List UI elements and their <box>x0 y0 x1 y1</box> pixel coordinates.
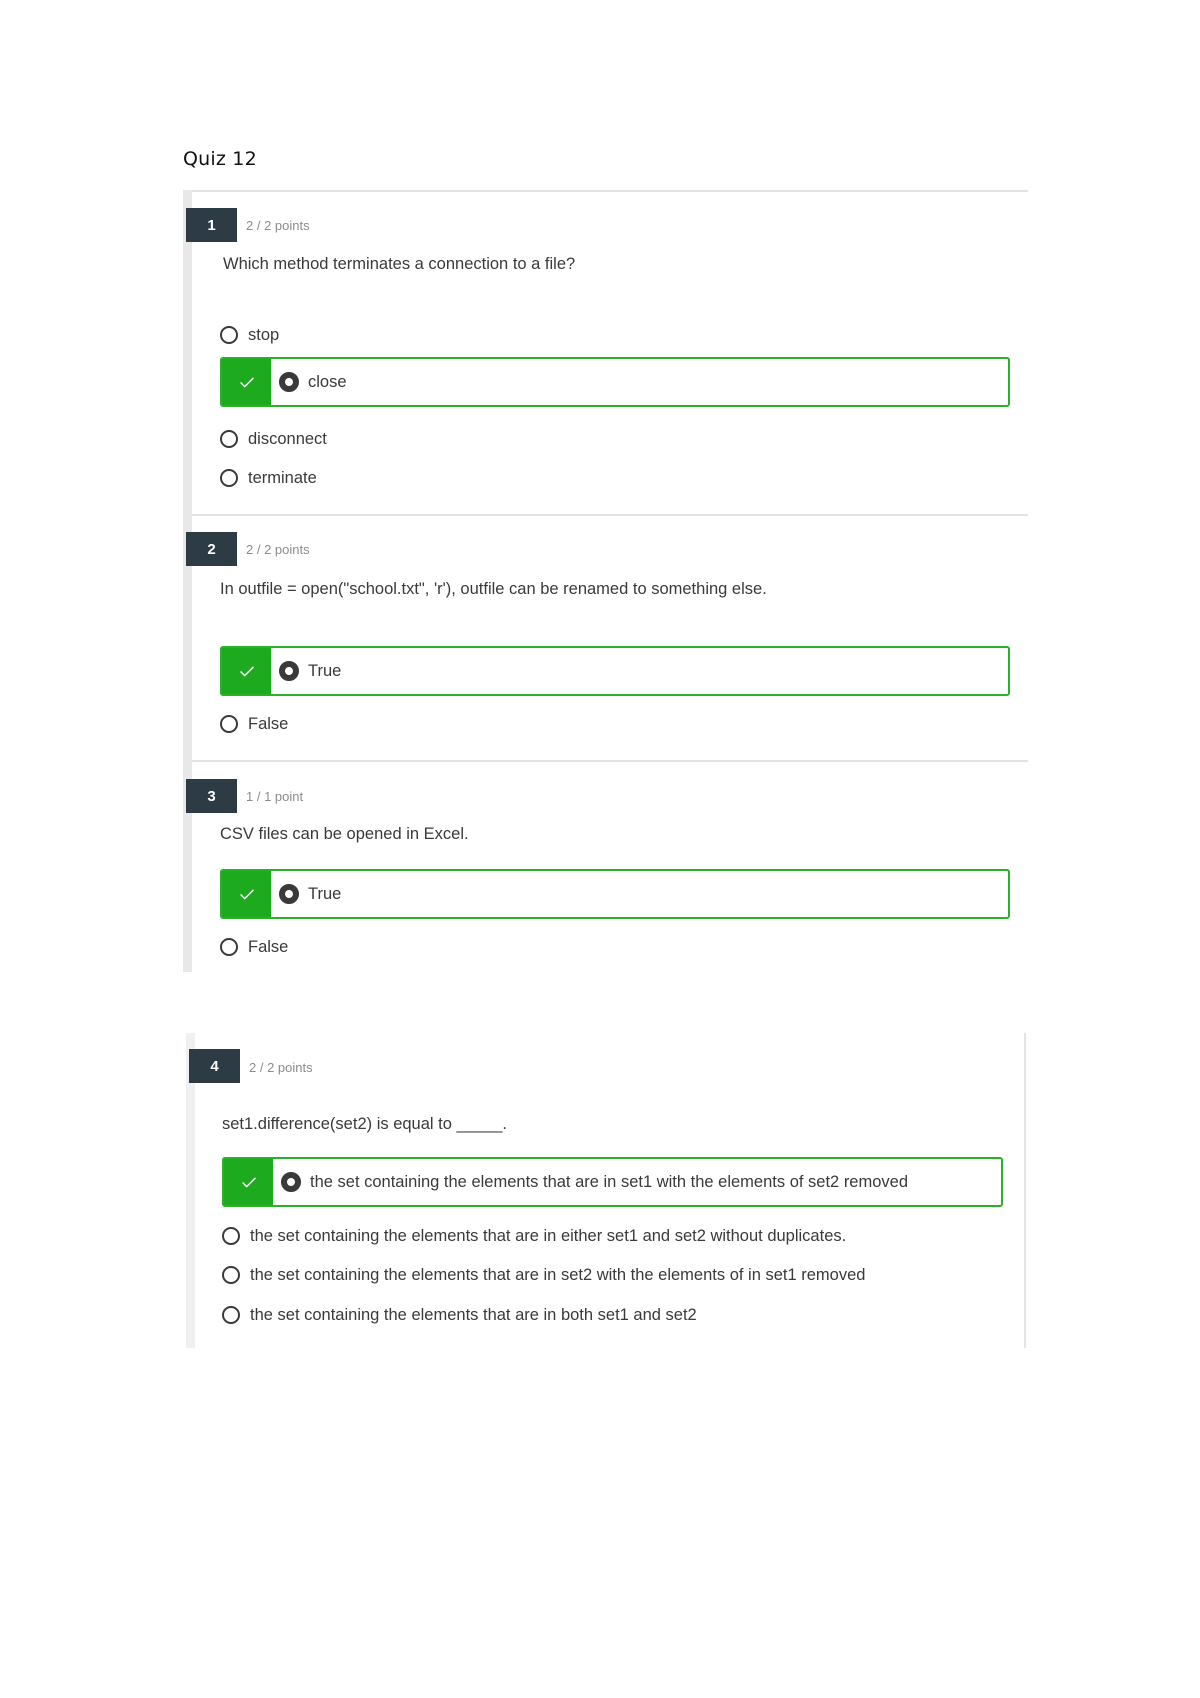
answer-option[interactable] <box>220 322 279 348</box>
document-title: Quiz 12 <box>183 148 257 170</box>
radio-selected-icon[interactable] <box>281 1172 301 1192</box>
answer-option-label: the set containing the elements that are in set2 with the elements of in set1 removed <box>250 1265 866 1284</box>
checkmark-icon <box>222 359 271 405</box>
answer-option-label: terminate <box>248 468 317 487</box>
radio-icon[interactable] <box>222 1306 240 1324</box>
radio-selected-icon[interactable] <box>279 661 299 681</box>
correct-answer-option[interactable] <box>220 357 1010 407</box>
answer-option[interactable] <box>222 1262 865 1288</box>
answer-option[interactable] <box>222 1302 697 1328</box>
answer-option[interactable] <box>220 465 317 491</box>
question-text: Which method terminates a connection to a file? <box>223 255 576 273</box>
quiz-screenshot-1 <box>183 190 1028 972</box>
quiz-screenshot-2 <box>186 1033 1026 1348</box>
radio-icon[interactable] <box>220 938 238 956</box>
question-number-badge: 1 <box>186 208 237 242</box>
answer-option[interactable] <box>220 711 288 737</box>
answer-option-label: close <box>308 372 347 391</box>
radio-selected-icon[interactable] <box>279 372 299 392</box>
question-divider <box>192 514 1028 516</box>
question-number-badge: 2 <box>186 532 237 566</box>
question-points: 1 / 1 point <box>246 789 304 804</box>
radio-icon[interactable] <box>220 715 238 733</box>
answer-option-label: stop <box>248 325 280 344</box>
answer-option-label: the set containing the elements that are in set1 with the elements of set2 removed <box>310 1172 909 1191</box>
checkmark-icon <box>222 871 271 917</box>
answer-option-label: disconnect <box>248 429 327 448</box>
checkmark-icon <box>224 1159 273 1205</box>
question-divider <box>192 760 1028 762</box>
answer-option[interactable] <box>222 1223 846 1249</box>
correct-answer-option[interactable] <box>222 1157 1003 1207</box>
answer-option-label: False <box>248 937 289 956</box>
answer-option-label: True <box>308 661 342 680</box>
question-points: 2 / 2 points <box>249 1060 313 1075</box>
question-text: set1.difference(set2) is equal to _____. <box>222 1115 507 1133</box>
question-number-badge: 3 <box>186 779 237 813</box>
radio-icon[interactable] <box>222 1227 240 1245</box>
question-number-badge: 4 <box>189 1049 240 1083</box>
answer-option[interactable] <box>220 426 327 452</box>
question-points: 2 / 2 points <box>246 542 310 557</box>
radio-icon[interactable] <box>220 326 238 344</box>
left-rule <box>183 190 192 972</box>
radio-icon[interactable] <box>220 469 238 487</box>
answer-option-label: the set containing the elements that are in either set1 and set2 without duplicates. <box>250 1226 847 1245</box>
question-text: In outfile = open("school.txt", 'r'), outfile can be renamed to something else. <box>220 580 767 598</box>
answer-option[interactable] <box>220 934 288 960</box>
top-divider <box>192 190 1028 192</box>
answer-option-label: True <box>308 884 342 903</box>
checkmark-icon <box>222 648 271 694</box>
answer-option-label: the set containing the elements that are in both set1 and set2 <box>250 1305 697 1324</box>
question-points: 2 / 2 points <box>246 218 310 233</box>
radio-icon[interactable] <box>222 1266 240 1284</box>
answer-option-label: False <box>248 714 289 733</box>
radio-icon[interactable] <box>220 430 238 448</box>
correct-answer-option[interactable] <box>220 646 1010 696</box>
radio-selected-icon[interactable] <box>279 884 299 904</box>
correct-answer-option[interactable] <box>220 869 1010 919</box>
right-rule <box>1024 1033 1026 1348</box>
question-text: CSV files can be opened in Excel. <box>220 825 469 843</box>
